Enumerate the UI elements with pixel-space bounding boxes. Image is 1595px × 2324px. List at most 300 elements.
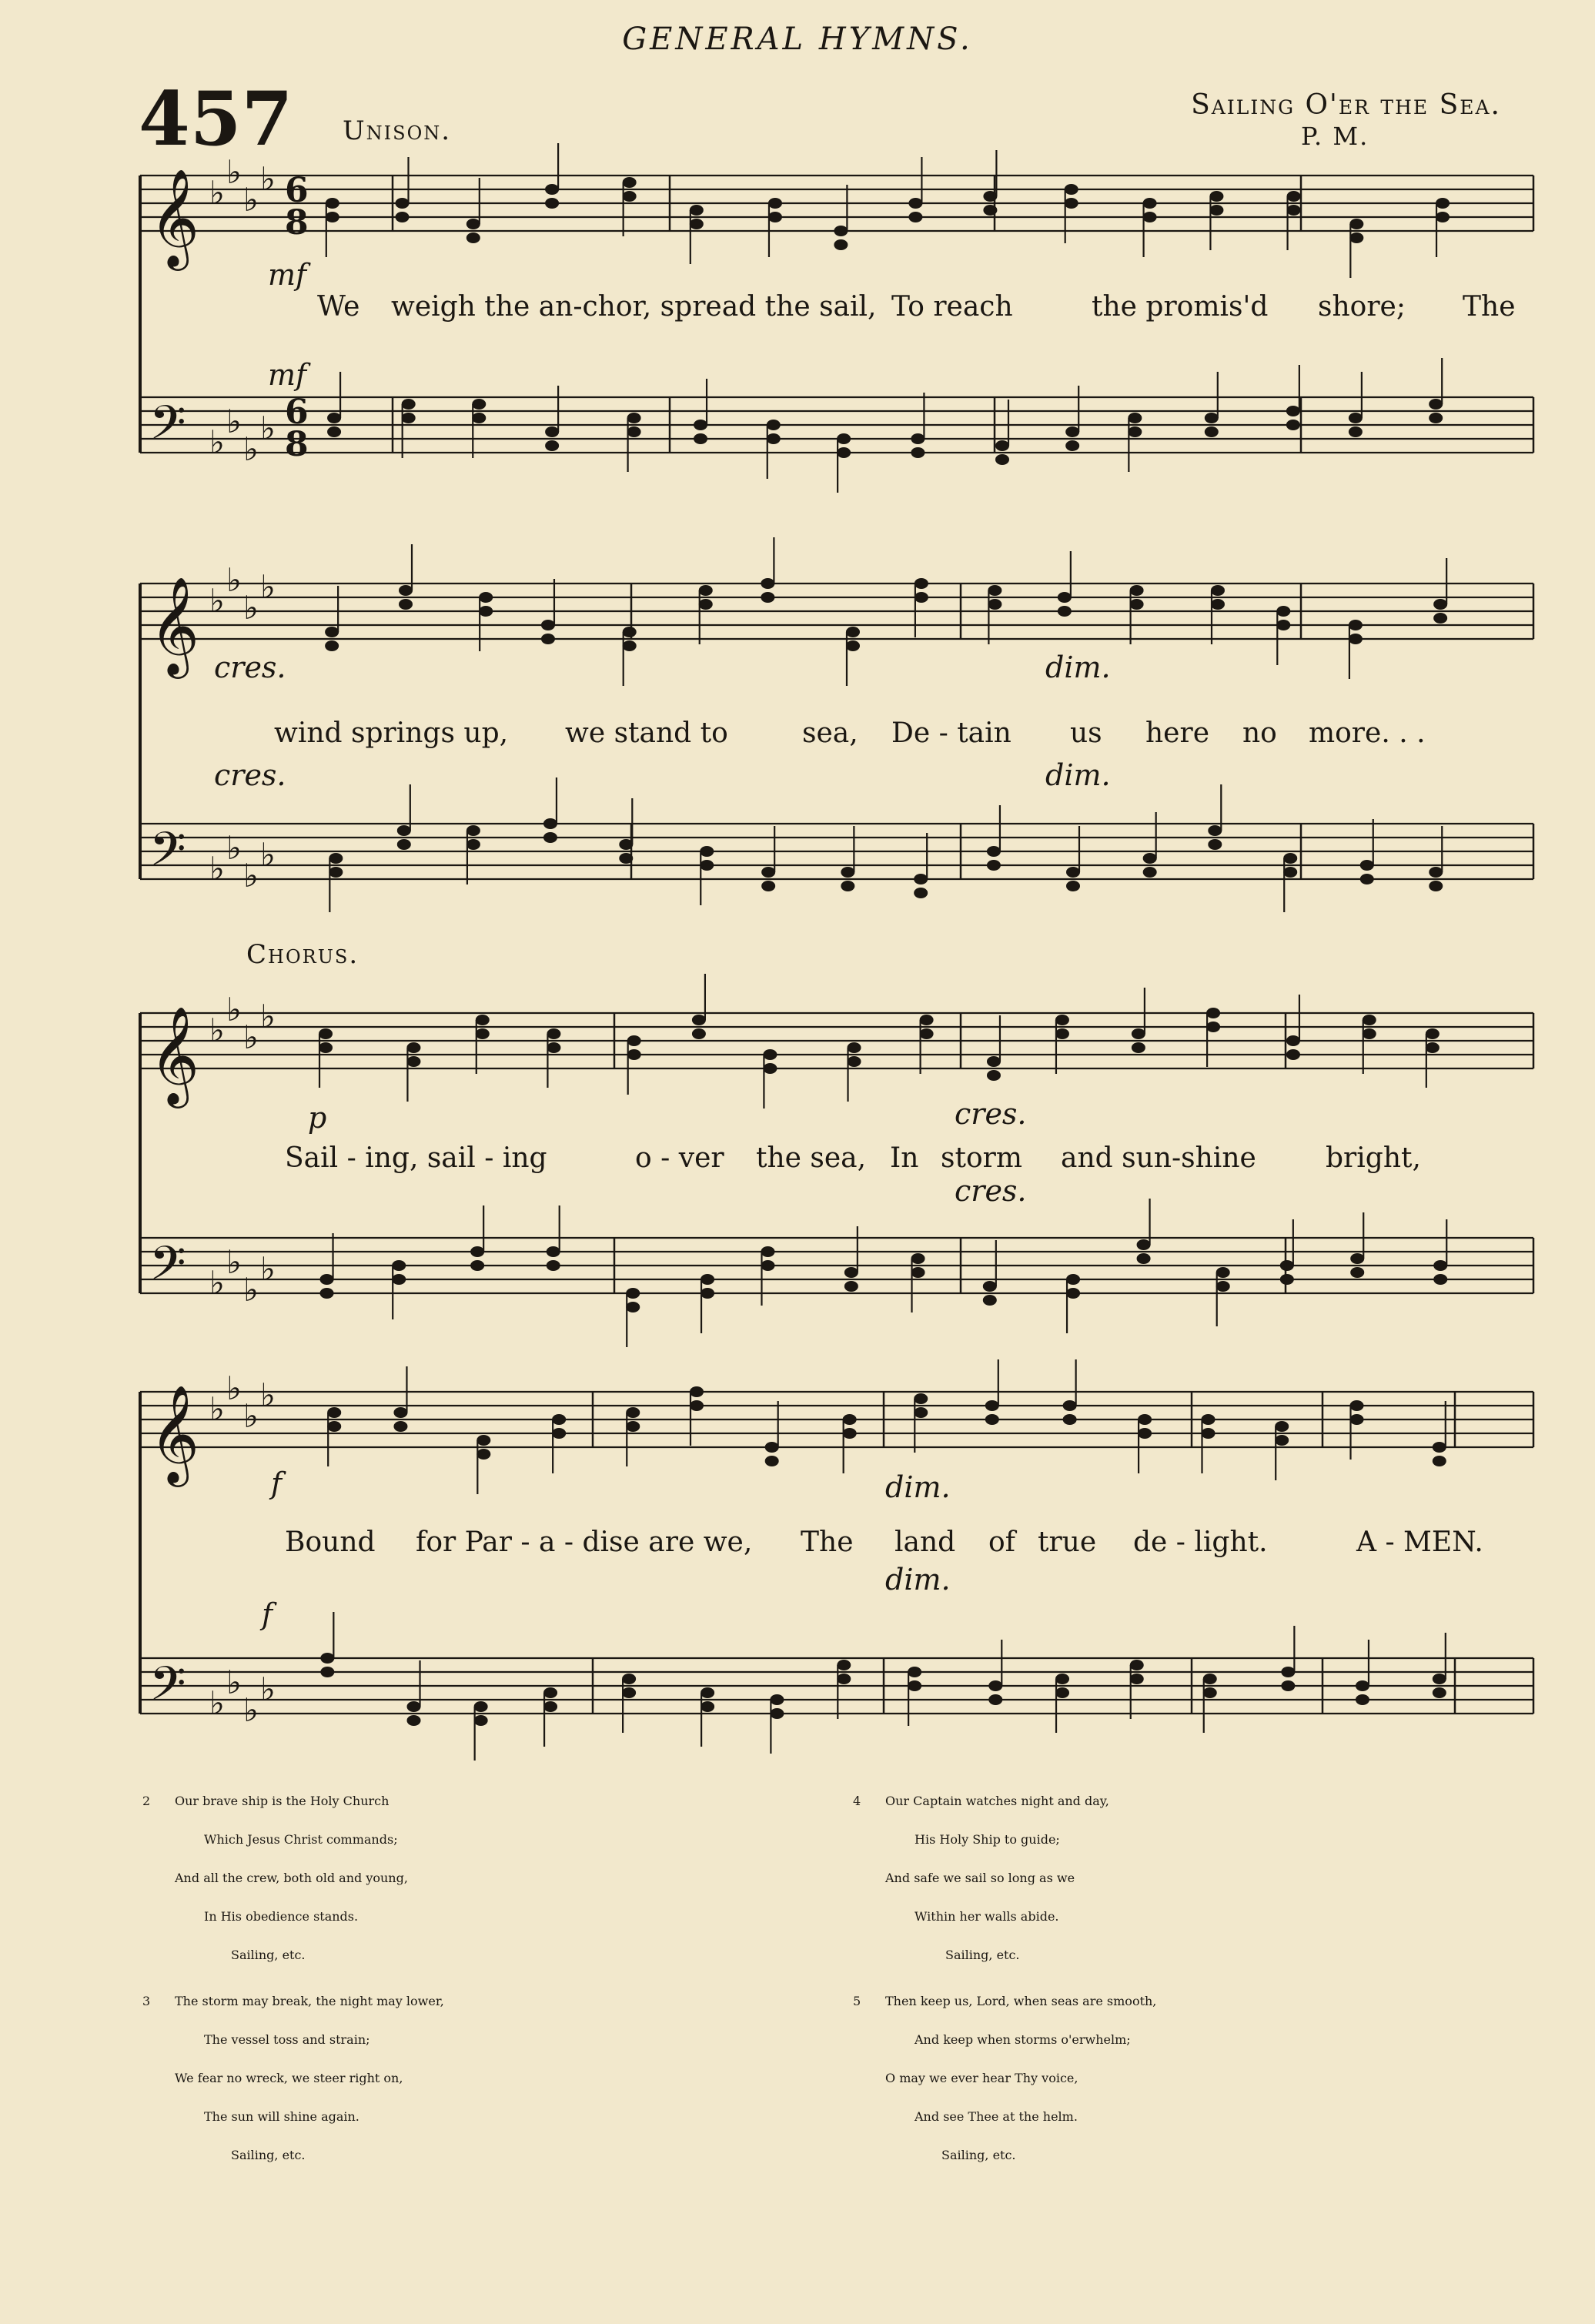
dynamic-cres-chorus-treble: cres. — [955, 1097, 1027, 1131]
flat-sign: ♭ — [209, 582, 225, 620]
note-head — [770, 1694, 784, 1705]
note-head — [1206, 1008, 1220, 1018]
note-head — [1128, 413, 1142, 423]
note-head — [320, 1653, 334, 1664]
lyric-syllable: and sun-shine — [1061, 1142, 1256, 1174]
note-head — [768, 198, 782, 209]
note-head — [846, 627, 860, 637]
flat-sign: ♭ — [209, 1684, 225, 1722]
note-head — [761, 867, 775, 878]
verse-line: His Holy Ship to guide; — [915, 1832, 1060, 1847]
note-head — [987, 860, 1001, 871]
note-head — [1216, 1267, 1230, 1278]
lyric-syllable: Sail - ing, sail - ing — [285, 1142, 547, 1174]
note-head — [1433, 599, 1447, 610]
lyric-syllable: De - tain — [891, 717, 1012, 749]
note-head — [1276, 606, 1290, 617]
note-head — [543, 832, 557, 843]
flat-sign: ♭ — [260, 568, 276, 606]
note-head — [1143, 212, 1157, 222]
note-head — [327, 413, 341, 423]
lyric-syllable: land — [894, 1526, 956, 1558]
note-head — [476, 1449, 490, 1460]
note-head — [914, 888, 928, 898]
note-head — [908, 212, 922, 222]
note-head — [1065, 184, 1078, 195]
note-head — [761, 1246, 774, 1257]
note-head — [844, 1267, 858, 1278]
note-head — [399, 599, 413, 610]
note-head — [1360, 874, 1374, 884]
note-head — [1360, 860, 1374, 871]
note-head — [983, 1281, 997, 1292]
note-head — [1286, 406, 1300, 416]
lyric-syllable: A - MEN. — [1356, 1526, 1483, 1558]
note-head — [1426, 1028, 1440, 1039]
flat-sign: ♭ — [243, 1397, 259, 1435]
note-head — [1433, 1274, 1447, 1285]
flat-sign: ♭ — [260, 160, 276, 198]
note-head — [995, 454, 1009, 465]
note-head — [1356, 1680, 1369, 1691]
note-head — [1436, 212, 1450, 222]
note-head — [1066, 1288, 1080, 1299]
note-head — [700, 846, 714, 857]
note-head — [623, 640, 637, 651]
note-head — [1055, 1015, 1069, 1025]
bass-clef: 𝄢 — [149, 1657, 186, 1723]
flat-sign: ♭ — [243, 589, 259, 627]
note-head — [396, 198, 410, 209]
note-head — [1433, 1674, 1446, 1684]
note-head — [985, 1400, 999, 1411]
dynamic-cres-chorus-bass: cres. — [955, 1174, 1027, 1208]
note-head — [1138, 1414, 1152, 1425]
verse-line: The sun will shine again. — [204, 2109, 359, 2124]
note-head — [1063, 1400, 1077, 1411]
verse-line: And see Thee at the helm. — [915, 2109, 1078, 2124]
note-head — [1130, 1674, 1144, 1684]
lyric-syllable: us — [1070, 717, 1102, 749]
chorus-label: Chorus. — [246, 939, 359, 970]
note-head — [701, 1274, 714, 1285]
verse-line: In His obedience stands. — [204, 1909, 359, 1924]
time-signature: 8 — [285, 425, 309, 464]
flat-sign: ♭ — [226, 991, 242, 1028]
note-head — [402, 399, 416, 410]
note-head — [1429, 399, 1443, 410]
flat-sign: ♭ — [226, 561, 242, 599]
note-head — [1349, 219, 1363, 229]
dynamic-mf-bass: mf — [268, 358, 307, 392]
note-head — [768, 212, 782, 222]
flat-sign: ♭ — [260, 410, 276, 447]
note-head — [1130, 1660, 1144, 1670]
note-head — [626, 1302, 640, 1312]
note-head — [694, 433, 707, 444]
note-head — [1350, 1400, 1364, 1411]
verse-line: Sailing, etc. — [231, 2148, 306, 2162]
note-head — [1436, 198, 1450, 209]
verse-line: The vessel toss and strain; — [204, 2032, 370, 2047]
note-head — [466, 232, 480, 243]
note-head — [1211, 599, 1225, 610]
note-head — [1206, 1022, 1220, 1032]
note-head — [995, 440, 1009, 451]
note-head — [406, 1042, 420, 1053]
note-head — [920, 1015, 934, 1025]
flat-sign: ♭ — [243, 1271, 259, 1309]
note-head — [988, 585, 1001, 596]
note-head — [1275, 1435, 1289, 1446]
note-head — [547, 1042, 560, 1053]
note-head — [1203, 1674, 1217, 1684]
note-head — [626, 1288, 640, 1299]
note-head — [1287, 191, 1301, 202]
note-head — [848, 1042, 861, 1053]
verse-line: Which Jesus Christ commands; — [204, 1832, 398, 1847]
flat-sign: ♭ — [243, 1018, 259, 1056]
verse-line: Sailing, etc. — [231, 1948, 306, 1962]
note-head — [543, 1687, 557, 1698]
note-head — [763, 1049, 777, 1060]
note-head — [911, 433, 925, 444]
note-head — [1143, 867, 1157, 878]
note-head — [987, 846, 1001, 857]
note-head — [397, 825, 411, 836]
note-head — [846, 640, 860, 651]
note-head — [402, 413, 416, 423]
flat-sign: ♭ — [260, 1670, 276, 1708]
lyric-syllable: To reach — [891, 291, 1013, 323]
note-head — [472, 413, 486, 423]
flat-sign: ♭ — [243, 857, 259, 894]
note-head — [541, 634, 555, 644]
note-head — [545, 184, 559, 195]
flat-sign: ♭ — [243, 1691, 259, 1729]
flat-sign: ♭ — [260, 1250, 276, 1288]
lyric-syllable: more. . . — [1309, 717, 1426, 749]
note-head — [476, 1435, 490, 1446]
note-head — [837, 1674, 851, 1684]
lyric-syllable: shore; — [1318, 291, 1406, 323]
note-head — [479, 592, 493, 603]
verse-line: Then keep us, Lord, when seas are smooth, — [885, 1994, 1157, 2008]
verse-line: Our Captain watches night and day, — [885, 1794, 1109, 1808]
note-head — [1286, 1049, 1300, 1060]
note-head — [1065, 198, 1078, 209]
verse-number: 5 — [853, 1994, 861, 2008]
note-head — [1209, 191, 1223, 202]
note-head — [1349, 426, 1363, 437]
lyric-syllable: weigh the an-chor, spread the sail, — [391, 291, 877, 323]
lyric-line-3 — [0, 1142, 1595, 1178]
note-head — [623, 627, 637, 637]
flat-sign: ♭ — [226, 1243, 242, 1281]
note-head — [843, 1428, 857, 1439]
lyric-syllable: the sea, — [756, 1142, 867, 1174]
note-head — [1065, 440, 1079, 451]
note-head — [552, 1414, 566, 1425]
note-head — [627, 1049, 641, 1060]
time-signature: 6 — [285, 171, 309, 210]
verse-line: And all the crew, both old and young, — [175, 1871, 408, 1885]
verse-line: Within her walls abide. — [915, 1909, 1059, 1924]
note-head — [908, 1667, 921, 1677]
flat-sign: ♭ — [209, 174, 225, 212]
note-head — [692, 1015, 706, 1025]
note-head — [988, 599, 1001, 610]
flat-sign: ♭ — [209, 850, 225, 888]
note-head — [761, 1260, 774, 1271]
treble-clef: 𝄞 — [149, 576, 200, 674]
note-head — [1286, 1035, 1300, 1046]
flat-sign: ♭ — [243, 181, 259, 219]
note-head — [1287, 205, 1301, 216]
note-head — [699, 585, 713, 596]
verse-3 — [142, 1994, 835, 2186]
lyric-line-1 — [0, 291, 1595, 326]
note-head — [627, 426, 641, 437]
note-head — [985, 1414, 999, 1425]
note-head — [326, 198, 339, 209]
flat-sign: ♭ — [226, 829, 242, 867]
note-head — [1216, 1281, 1230, 1292]
note-head — [399, 585, 413, 596]
note-head — [320, 1288, 334, 1299]
note-head — [1063, 1414, 1077, 1425]
note-head — [392, 1260, 406, 1271]
verse-number: 2 — [142, 1794, 151, 1808]
note-head — [466, 219, 480, 229]
note-head — [844, 1281, 858, 1292]
note-head — [763, 1063, 777, 1074]
note-head — [627, 1035, 641, 1046]
note-head — [761, 578, 774, 589]
note-head — [761, 881, 775, 891]
note-head — [690, 219, 704, 229]
note-head — [765, 1456, 779, 1466]
flat-sign: ♭ — [260, 836, 276, 874]
note-head — [327, 426, 341, 437]
note-head — [770, 1708, 784, 1719]
note-head — [1128, 426, 1142, 437]
lyric-syllable: bright, — [1326, 1142, 1421, 1174]
lyric-syllable: Bound — [285, 1526, 376, 1558]
note-head — [1350, 1253, 1364, 1264]
note-head — [1066, 1274, 1080, 1285]
note-head — [329, 853, 343, 864]
note-head — [1203, 1687, 1217, 1698]
dynamic-dim-treble: dim. — [1045, 650, 1111, 684]
note-head — [327, 1421, 341, 1432]
note-head — [1433, 1456, 1446, 1466]
lyric-syllable: of — [988, 1526, 1015, 1558]
note-head — [396, 212, 410, 222]
treble-clef: 𝄞 — [149, 1384, 200, 1483]
flat-sign: ♭ — [260, 1376, 276, 1414]
time-signature: 6 — [285, 393, 309, 432]
note-head — [701, 1687, 714, 1698]
note-head — [392, 1274, 406, 1285]
note-head — [914, 1393, 928, 1404]
lyric-syllable: the promis'd — [1092, 291, 1269, 323]
note-head — [320, 1274, 334, 1285]
note-head — [545, 198, 559, 209]
flat-sign: ♭ — [209, 1264, 225, 1302]
note-head — [1363, 1015, 1376, 1025]
note-head — [700, 860, 714, 871]
verse-line: Sailing, etc. — [945, 1948, 1020, 1962]
note-head — [690, 1386, 704, 1397]
bass-clef: 𝄢 — [149, 1236, 186, 1302]
dynamic-dim-chorus-bass: dim. — [885, 1563, 951, 1597]
note-head — [393, 1407, 407, 1418]
lyric-syllable: storm — [941, 1142, 1022, 1174]
note-head — [1211, 585, 1225, 596]
lyric-syllable: wind springs up, — [274, 717, 509, 749]
note-head — [476, 1028, 490, 1039]
note-head — [627, 413, 641, 423]
note-head — [1132, 1028, 1145, 1039]
note-head — [1276, 620, 1290, 630]
note-head — [841, 881, 854, 891]
note-head — [1205, 426, 1219, 437]
note-head — [1132, 1042, 1145, 1053]
note-head — [694, 420, 707, 430]
treble-clef: 𝄞 — [149, 168, 200, 266]
dynamic-f-bass: f — [262, 1597, 273, 1631]
note-head — [848, 1056, 861, 1067]
lyric-syllable: we stand to — [565, 717, 728, 749]
lyric-syllable: no — [1242, 717, 1277, 749]
note-head — [1275, 1421, 1289, 1432]
note-head — [474, 1715, 488, 1726]
lyric-syllable: true — [1038, 1526, 1097, 1558]
flat-sign: ♭ — [226, 1369, 242, 1407]
lyric-syllable: de - light. — [1133, 1526, 1268, 1558]
note-head — [1433, 1260, 1447, 1271]
note-head — [397, 839, 411, 850]
note-head — [837, 1660, 851, 1670]
note-head — [761, 592, 774, 603]
note-head — [329, 867, 343, 878]
dynamic-cres-bass: cres. — [214, 758, 286, 792]
verse-4 — [853, 1794, 1546, 1986]
note-head — [914, 874, 928, 884]
note-head — [1433, 1687, 1446, 1698]
note-head — [319, 1042, 333, 1053]
note-head — [915, 592, 928, 603]
dynamic-cres-treble: cres. — [214, 650, 286, 684]
flat-sign: ♭ — [260, 998, 276, 1035]
note-head — [407, 1715, 421, 1726]
flat-sign: ♭ — [226, 1664, 242, 1701]
note-head — [1281, 1667, 1295, 1677]
tune-name: Sailing O'er the Sea. — [1191, 89, 1501, 121]
note-head — [623, 177, 637, 188]
note-head — [1350, 1414, 1364, 1425]
note-head — [1058, 592, 1072, 603]
note-head — [1143, 198, 1157, 209]
note-head — [1058, 606, 1072, 617]
dynamic-dim-chorus-treble: dim. — [885, 1470, 951, 1504]
note-head — [690, 205, 704, 216]
note-head — [920, 1028, 934, 1039]
dynamic-mf-treble: mf — [268, 258, 307, 292]
meter: P. M. — [1301, 122, 1369, 151]
note-head — [1130, 599, 1144, 610]
verse-line: The storm may break, the night may lower, — [175, 1994, 444, 2008]
note-head — [1283, 867, 1297, 878]
note-head — [1363, 1028, 1376, 1039]
note-head — [911, 1267, 925, 1278]
note-head — [1208, 825, 1222, 836]
note-head — [1205, 413, 1219, 423]
lyric-line-2 — [0, 717, 1595, 753]
note-head — [1055, 1028, 1069, 1039]
note-head — [692, 1028, 706, 1039]
note-head — [622, 1674, 636, 1684]
note-head — [1280, 1260, 1294, 1271]
lyric-syllable: here — [1145, 717, 1210, 749]
note-head — [626, 1421, 640, 1432]
note-head — [1350, 1267, 1364, 1278]
verse-line: Sailing, etc. — [941, 2148, 1016, 2162]
note-head — [1137, 1239, 1151, 1250]
note-head — [765, 1442, 779, 1453]
note-head — [1349, 232, 1363, 243]
note-head — [1356, 1694, 1369, 1705]
bass-clef: 𝄢 — [149, 822, 186, 888]
note-head — [319, 1028, 333, 1039]
note-head — [407, 1701, 421, 1712]
note-head — [1209, 205, 1223, 216]
hymn-number: 457 — [139, 75, 293, 162]
note-head — [1143, 853, 1157, 864]
note-head — [701, 1288, 714, 1299]
note-head — [911, 1253, 925, 1264]
note-head — [1433, 1442, 1446, 1453]
lyric-syllable: for Par - a - dise are we, — [416, 1526, 753, 1558]
lyric-syllable: In — [890, 1142, 919, 1174]
note-head — [983, 1295, 997, 1306]
flat-sign: ♭ — [226, 153, 242, 191]
note-head — [552, 1428, 566, 1439]
note-head — [1349, 634, 1363, 644]
note-head — [841, 867, 854, 878]
note-head — [1055, 1674, 1069, 1684]
note-head — [1202, 1428, 1215, 1439]
note-head — [466, 825, 480, 836]
verse-line: Our brave ship is the Holy Church — [175, 1794, 390, 1808]
note-head — [1130, 585, 1144, 596]
time-signature: 8 — [285, 203, 309, 242]
note-head — [987, 1070, 1001, 1081]
running-header: GENERAL HYMNS. — [622, 22, 973, 57]
flat-sign: ♭ — [243, 430, 259, 468]
dynamic-p: p — [308, 1101, 327, 1135]
note-head — [543, 1701, 557, 1712]
note-head — [1349, 413, 1363, 423]
note-head — [541, 620, 555, 630]
note-head — [393, 1421, 407, 1432]
verse-5 — [853, 1994, 1546, 2186]
note-head — [834, 239, 848, 250]
note-head — [325, 640, 339, 651]
note-head — [767, 433, 781, 444]
verse-line: And keep when storms o'erwhelm; — [915, 2032, 1131, 2047]
